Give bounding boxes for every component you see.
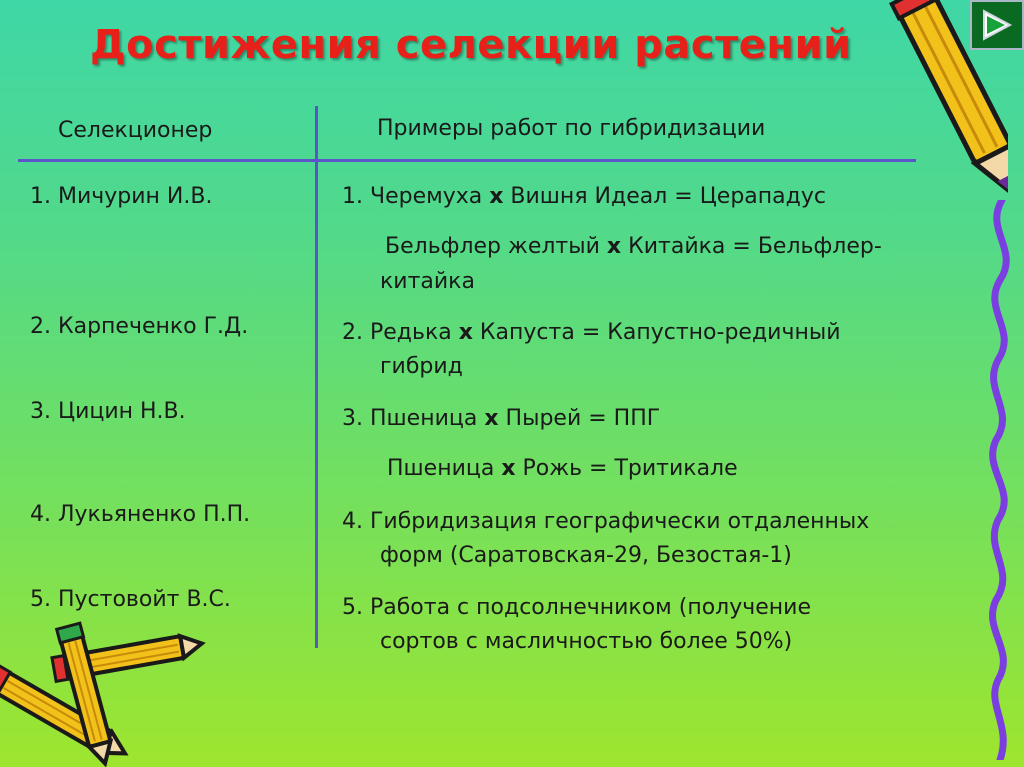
- example-2: [342, 316, 841, 349]
- example-text: 3. Пшеница: [342, 406, 485, 431]
- example-4-cont: форм (Саратовская-29, Безостая-1): [380, 543, 792, 568]
- breeder-item: 3. Цицин Н.В.: [30, 399, 186, 424]
- example-1b: [385, 230, 882, 263]
- example-text: 1. Черемуха: [342, 184, 490, 209]
- crossed-pencils-icon: [0, 617, 210, 767]
- example-3b: [387, 452, 738, 485]
- header-breeder: Селекционер: [58, 118, 213, 143]
- example-1b-cont: китайка: [380, 269, 475, 294]
- example-4: 4. Гибридизация географически отдаленных: [342, 509, 870, 534]
- wavy-line: [982, 200, 1022, 760]
- example-text: 2. Редька: [342, 320, 459, 345]
- example-2-cont: гибрид: [380, 354, 463, 379]
- example-5: 5. Работа с подсолнечником (получение: [342, 595, 812, 620]
- example-text: Бельфлер желтый: [385, 234, 607, 259]
- table-vertical-divider: [315, 106, 318, 648]
- example-5-cont: сортов с масличностью более 50%): [380, 629, 793, 654]
- table-horizontal-divider: [18, 159, 916, 162]
- example-text: Капуста = Капустно-редичный: [472, 320, 841, 345]
- example-1a: [342, 180, 826, 213]
- example-text: Пшеница: [387, 456, 502, 481]
- breeder-item: 5. Пустовойт В.С.: [30, 587, 231, 612]
- cross-sign: x: [458, 320, 473, 345]
- breeder-item: 1. Мичурин И.В.: [30, 184, 213, 209]
- breeder-item: 4. Лукьяненко П.П.: [30, 502, 251, 527]
- page-title: Достижения селекции растений: [90, 22, 852, 68]
- example-3a: [342, 402, 660, 435]
- cross-sign: x: [606, 234, 622, 259]
- cross-sign: x: [501, 456, 516, 481]
- example-text: Пырей = ППГ: [498, 406, 661, 431]
- example-text: Рожь = Тритикале: [515, 456, 738, 481]
- example-text: Вишня Идеал = Церападус: [503, 184, 826, 209]
- breeder-item: 2. Карпеченко Г.Д.: [30, 314, 249, 339]
- example-text: Китайка = Бельфлер-: [621, 234, 882, 259]
- cross-sign: x: [489, 184, 504, 209]
- header-examples: Примеры работ по гибридизации: [377, 116, 766, 141]
- cross-sign: x: [484, 406, 499, 431]
